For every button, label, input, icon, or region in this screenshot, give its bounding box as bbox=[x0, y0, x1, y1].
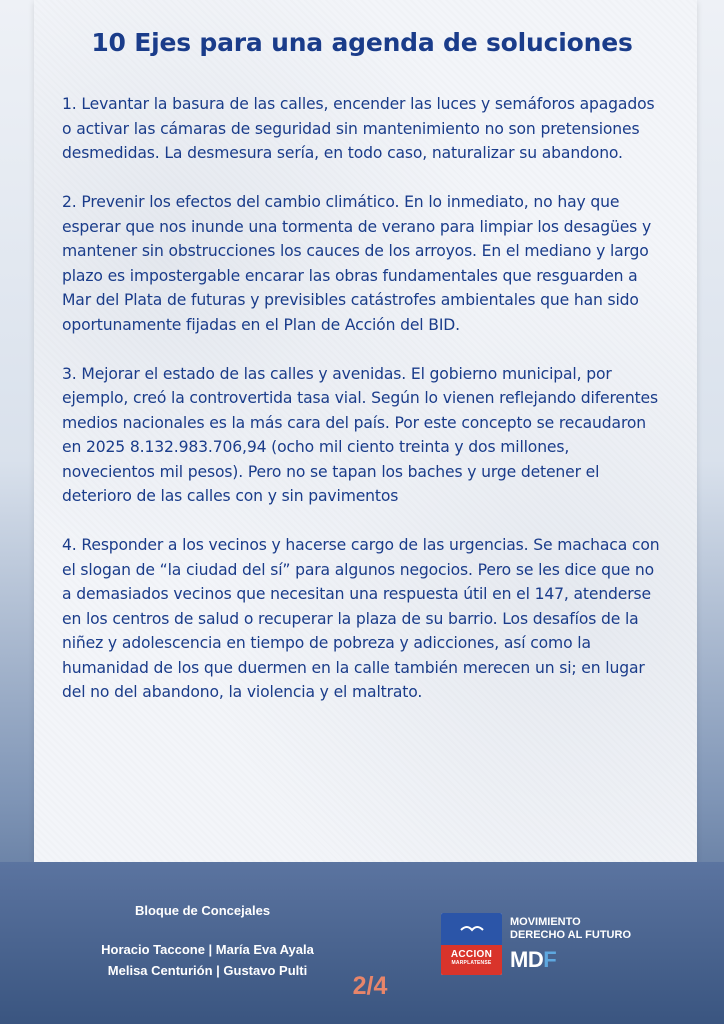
movement-line-1: MOVIMIENTO bbox=[510, 916, 581, 928]
logo-seagull-area bbox=[441, 913, 502, 945]
mdf-f-letter: F bbox=[543, 947, 557, 972]
mdf-letters: MD bbox=[510, 947, 544, 972]
paragraph-1: 1. Levantar la basura de las calles, encender las luces y semáforos apagados o activar las cámaras de seguridad sin mantenimiento no son pretensiones desmedidas. La desmesura sería, en todo caso, naturalizar su abandono. bbox=[62, 95, 655, 162]
movement-line-2: DERECHO AL FUTURO bbox=[510, 929, 631, 941]
page-title: 10 Ejes para una agenda de soluciones bbox=[91, 28, 633, 57]
paragraph-2: 2. Prevenir los efectos del cambio climático. En lo inmediato, no hay que esperar que nos inunde una tormenta de verano para limpiar los desagües y mantener sin obstrucciones los cauces de los arroyos. En el mediano y largo plazo es impostergable encarar las obras fundamentales que resguarden a Mar del Plata de futuras y previsibles catástrofes ambientales que han sido oportunamente fijadas en el Plan de Acción del BID. bbox=[62, 193, 652, 334]
names-line-2: Melisa Centurión | Gustavo Pulti bbox=[107, 963, 308, 978]
page-number: 2/4 bbox=[352, 972, 388, 1000]
accion-marplatense-logo bbox=[441, 913, 502, 975]
bloque-heading: Bloque de Concejales bbox=[134, 903, 271, 918]
mdf-logo bbox=[510, 947, 556, 973]
logo-red-band bbox=[441, 945, 502, 975]
movement-name bbox=[510, 916, 631, 942]
paragraph-4: 4. Responder a los vecinos y hacerse cargo de las urgencias. Se machaca con el slogan de “la ciudad del sí” para algunos negocios. Pero se les dice que no a demasiados vecinos que necesitan una respuesta útil en el 147, atenderse en los centros de salud o recuperar la plaza de su barrio. Los desafíos de la niñez y adolescencia en tiempo de pobreza y adicciones, así como la humanidad de los que duermen en la calle también merecen un si; en lugar del no del abandono, la violencia y el maltrato. bbox=[62, 536, 660, 701]
paragraph-3: 3. Mejorar el estado de las calles y avenidas. El gobierno municipal, por ejemplo, creó la controvertida tasa vial. Según lo vienen reflejando diferentes medios nacionales es la más cara del país. Por este concepto se recaudaron en 2025 8.132.983.706,94 (ocho mil ciento treinta y dos millones, novecientos mil pesos). Pero no se tapan los baches y urge detener el deterioro de las calles con y sin pavimentos bbox=[62, 364, 658, 505]
article-body bbox=[62, 92, 662, 729]
seagull-icon bbox=[441, 913, 502, 945]
names-line-1: Horacio Taccone | María Eva Ayala bbox=[101, 942, 314, 957]
logo-word: ACCION bbox=[450, 949, 493, 960]
logo-sub: MARPLATENSE bbox=[451, 960, 492, 966]
